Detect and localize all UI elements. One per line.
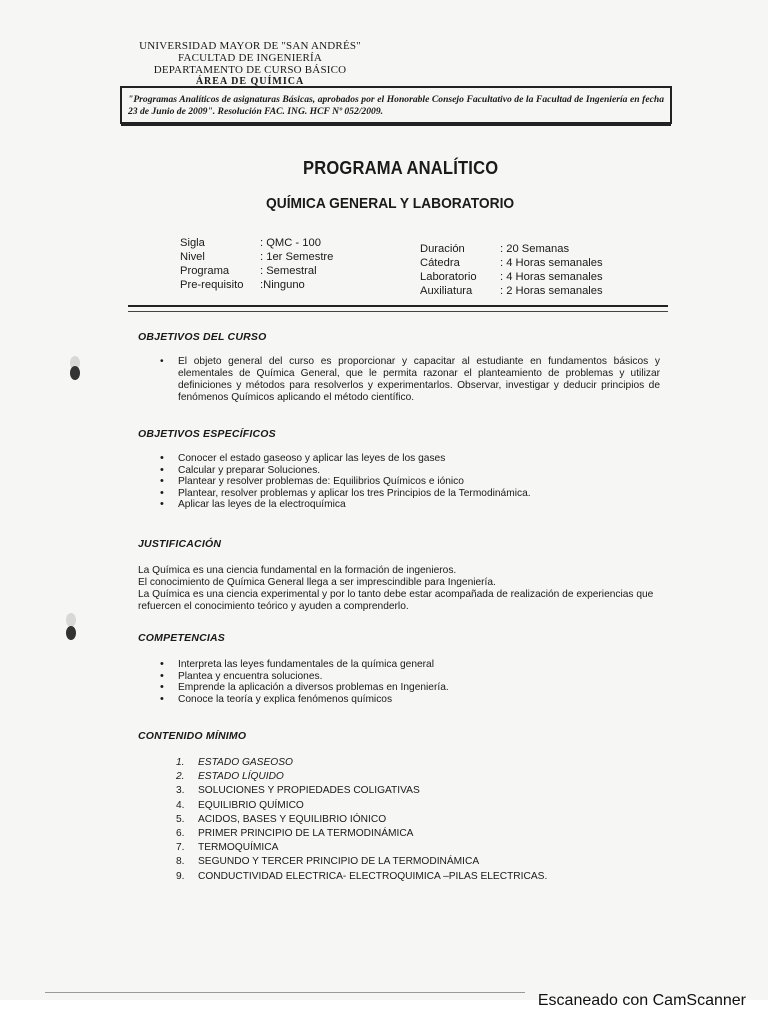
info-row: Pre-requisito :Ninguno bbox=[180, 279, 305, 291]
course-info-right bbox=[420, 242, 603, 298]
objetivos-especificos-list bbox=[160, 453, 531, 511]
justificacion-text bbox=[138, 565, 658, 613]
list-item: 6. PRIMER PRINCIPIO DE LA TERMODINÁMICA bbox=[176, 828, 414, 840]
list-item: • Calcular y preparar Soluciones. bbox=[160, 465, 531, 477]
course-info-left bbox=[180, 236, 333, 292]
section-heading-competencias: COMPETENCIAS bbox=[138, 632, 225, 644]
bullet-icon: • bbox=[160, 356, 164, 367]
section-heading-objetivos-curso: OBJETIVOS DEL CURSO bbox=[138, 331, 267, 343]
section-heading-justificacion: JUSTIFICACIÓN bbox=[138, 538, 222, 550]
info-row: Sigla : QMC - 100 bbox=[180, 237, 321, 249]
area-name: ÁREA DE QUÍMICA bbox=[195, 76, 305, 87]
divider-thick bbox=[128, 305, 668, 307]
competencias-list bbox=[160, 659, 449, 705]
info-row: Duración : 20 Semanas bbox=[420, 243, 570, 255]
list-item: • Plantear, resolver problemas y aplicar los tres Principios de la Termodinámica. bbox=[160, 488, 531, 500]
punch-hole-faint bbox=[66, 613, 76, 627]
info-row: Cátedra : 4 Horas semanales bbox=[420, 257, 603, 269]
contenido-minimo-list bbox=[176, 756, 547, 884]
list-item: 9. CONDUCTIVIDAD ELECTRICA- ELECTROQUIMICA –PILAS ELECTRICAS. bbox=[176, 870, 548, 882]
institution-header bbox=[0, 40, 500, 88]
university-name: UNIVERSIDAD MAYOR DE "SAN ANDRÉS" bbox=[139, 40, 361, 52]
section-heading-objetivos-especificos: OBJETIVOS ESPECÍFICOS bbox=[138, 428, 276, 440]
list-item: 4. EQUILIBRIO QUÍMICO bbox=[176, 799, 304, 811]
objetivos-curso-item bbox=[160, 356, 660, 404]
list-item: • Plantea y encuentra soluciones. bbox=[160, 671, 449, 683]
list-item: 5. ACIDOS, BASES Y EQUILIBRIO IÓNICO bbox=[176, 813, 387, 825]
list-item: 8. SEGUNDO Y TERCER PRINCIPIO DE LA TERMODINÁMICA bbox=[176, 856, 480, 868]
list-item: 2. ESTADO LÍQUIDO bbox=[176, 771, 284, 783]
justificacion-line: La Química es una ciencia experimental y por lo tanto debe estar acompañada de realización de experiencias que refuercen el conocimiento teórico y ayuden a comprenderlo. bbox=[138, 589, 654, 612]
punch-hole bbox=[70, 366, 80, 380]
course-title: QUÍMICA GENERAL Y LABORATORIO bbox=[266, 195, 515, 212]
scan-edge bbox=[45, 992, 525, 993]
objetivos-curso-text: El objeto general del curso es proporcionar y capacitar al estudiante en fundamentos básicos y elementales de Química General, que le permita razonar el planteamiento de problemas y utilizar definiciones y métodos para resolverlos y experimentarlos. Observar, investigar y deducir principios de fenómenos Químicos aplicando el método científico. bbox=[178, 356, 660, 403]
list-item: • Plantear y resolver problemas de: Equilibrios Químicos e iónico bbox=[160, 476, 531, 488]
list-item: • Emprende la aplicación a diversos problemas en Ingeniería. bbox=[160, 682, 449, 694]
camscanner-watermark: Escaneado con CamScanner bbox=[537, 992, 746, 1009]
department-name: DEPARTAMENTO DE CURSO BÁSICO bbox=[153, 64, 347, 76]
list-item: 3. SOLUCIONES Y PROPIEDADES COLIGATIVAS bbox=[176, 785, 420, 797]
resolution-box: "Programas Analíticos de asignaturas Básicas, aprobados por el Honorable Consejo Facultativo de la Facultad de Ingeniería en fecha 23 de Junio de 2009". Resolución FAC. ING. HCF Nº 052/2009. bbox=[120, 86, 672, 124]
section-heading-contenido-minimo: CONTENIDO MÍNIMO bbox=[138, 730, 247, 742]
faculty-name: FACULTAD DE INGENIERÍA bbox=[177, 52, 323, 64]
justificacion-line: El conocimiento de Química General llega a ser imprescindible para Ingeniería. bbox=[138, 577, 496, 588]
divider-thin bbox=[128, 311, 668, 312]
list-item: • Aplicar las leyes de la electroquímica bbox=[160, 499, 531, 511]
info-row: Programa : Semestral bbox=[180, 265, 317, 277]
info-row: Laboratorio : 4 Horas semanales bbox=[420, 271, 603, 283]
punch-hole bbox=[66, 626, 76, 640]
page-title: PROGRAMA ANALÍTICO bbox=[303, 158, 499, 178]
info-row: Nivel : 1er Semestre bbox=[180, 251, 334, 263]
list-item: 7. TERMOQUÍMICA bbox=[176, 842, 279, 854]
list-item: • Conoce la teoría y explica fenómenos químicos bbox=[160, 694, 449, 706]
info-row: Auxiliatura : 2 Horas semanales bbox=[420, 285, 603, 297]
list-item: 1. ESTADO GASEOSO bbox=[176, 757, 293, 768]
justificacion-line: La Química es una ciencia fundamental en la formación de ingenieros. bbox=[138, 565, 457, 576]
list-item: • Conocer el estado gaseoso y aplicar las leyes de los gases bbox=[160, 453, 531, 465]
list-item: • Interpreta las leyes fundamentales de la química general bbox=[160, 659, 449, 671]
